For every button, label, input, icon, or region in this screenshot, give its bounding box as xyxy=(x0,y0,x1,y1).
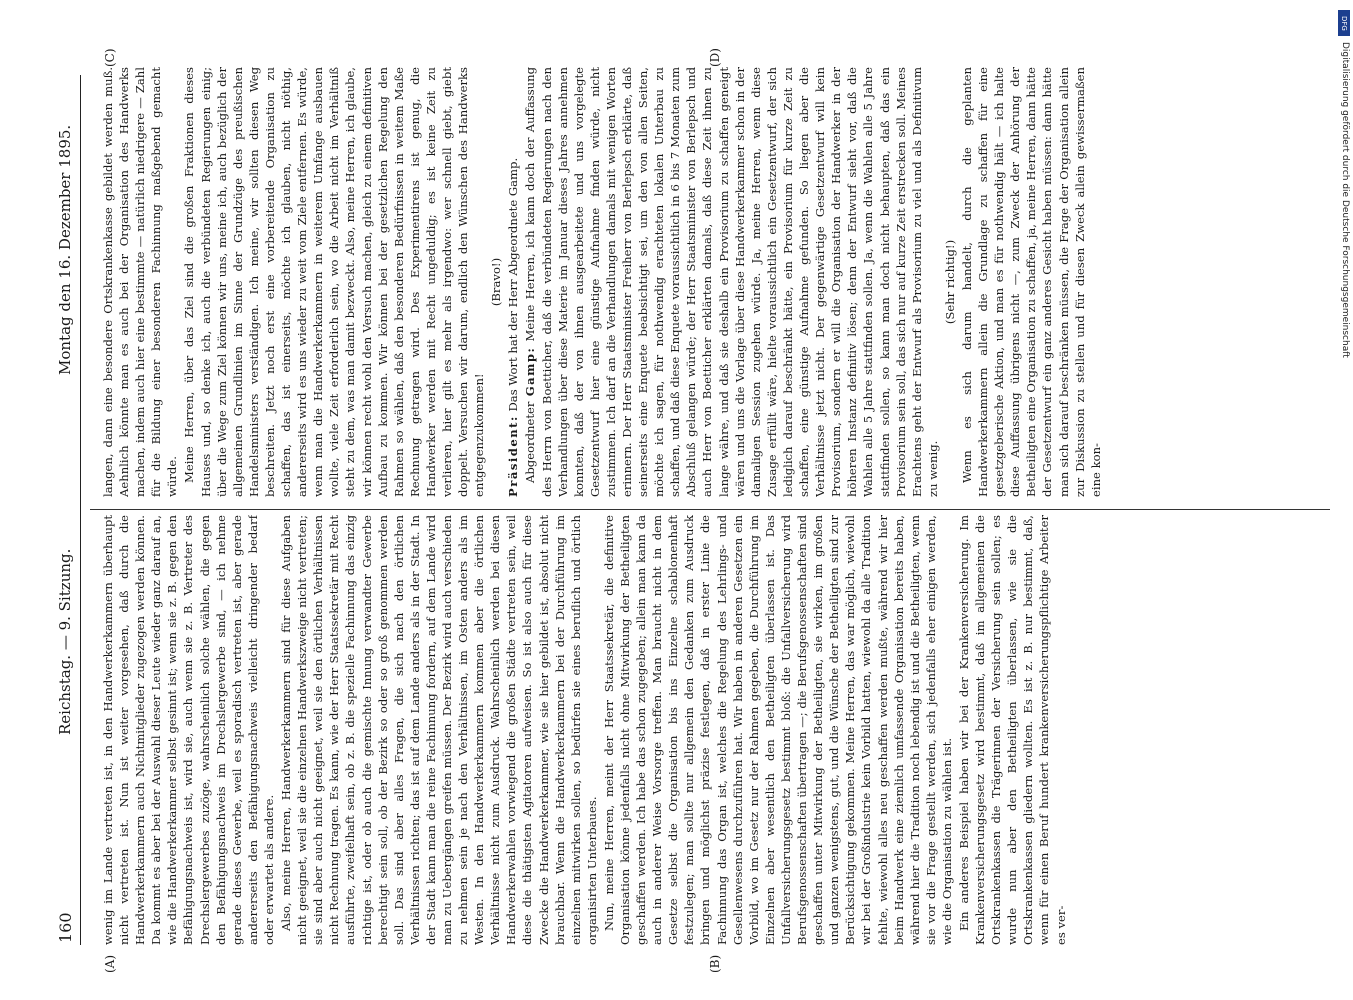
paragraph: Also, meine Herren, Handwerkerkammern sind für diese Aufgaben nicht geeignet, weil sie die einzelnen Handwerkszweige nicht vertreten; sie sind aber auch nicht geeignet, weil sie den örtlichen Verhältnissen nicht Rechnung tragen. Es kann, wie der Herr Staatssekretär mit Recht ausführte, zweifelhaft sein, ob z. B. die spezielle Fachinnung das einzig richtige ist, oder ob auch die gemischte Innung verwandter Gewerbe berechtigt sein soll, ob der Bezirk so oder so groß genommen werden soll. Das sind aber alles Fragen, die sich nach den örtlichen Verhältnissen richten; das ist auf dem Lande anders als in der Stadt. In der Stadt kann man die reine Fachinnung fordern, auf dem Lande wird man zu Uebergängen greifen müssen. Der Bezirk wird auch verschieden zu nehmen sein je nach den Verhältnissen, im Osten anders als im Westen. In den Handwerkerkammern kommen aber die örtlichen Verhältnisse nicht zum Ausdruck. Wahrscheinlich werden bei diesen Handwerkerwahlen vorwiegend die großen Städte vertreten sein, weil diese die thätigsten Agitatoren aufweisen. So ist also auch für diese Zwecke die Handwerkerkammer, wie sie hier gebildet ist, absolut nicht brauchbar. Wenn die Handwerkerkammern bei der Durchführung im einzelnen mitwirken sollen, so bedürfen sie eines beruflich und örtlich organisirten Unterbaues. xyxy=(279,515,599,945)
column-marker-a: (A) xyxy=(103,954,117,973)
page-number: 160 xyxy=(56,912,75,943)
president-statement xyxy=(505,67,521,497)
column-marker-d: (D) xyxy=(708,48,722,67)
digitization-credit: Digitalisierung gefördert durch die Deutsche Forschungsgemeinschaft xyxy=(1340,42,1350,358)
digitization-credit-sidebar xyxy=(1338,10,1352,600)
header-rule xyxy=(80,75,81,945)
rotated-document-page xyxy=(8,45,1348,975)
president-label: Präsident: xyxy=(506,415,521,497)
president-text: Das Wort hat der Herr Abgeordnete Gamp. xyxy=(506,157,521,412)
interjection: (Bravo!) xyxy=(489,257,504,307)
paragraph: langen, dann eine besondere Ortskrankenkasse gebildet werden muß. Aehnlich könnte man es auch bei der Organisation des Handwerks machen, indem auch hier eine bestimmte — natürlich niedrigere — Zahl für die Bildung einer besonderen Fachinnung maßgebend gemacht würde. xyxy=(101,67,180,497)
column-divider xyxy=(90,509,1330,510)
running-head xyxy=(52,45,80,975)
column-marker-b: (B) xyxy=(708,954,722,973)
paragraph: Ein anderes Beispiel haben wir bei der Krankenversicherung. Im Krankenversicherungsgesetz wird bestimmt, daß im allgemeinen die Ortskrankenkassen die Trägerinnen der Versicherung sein sollen; es wurde nun aber den Betheiligten überlassen, wie sie die Ortskrankenkassen gliedern wollten. Es ist z. B. nur bestimmt, daß, wenn für einen Beruf hundert krankenversicherungspflichtige Arbeiter es ver- xyxy=(956,515,1068,945)
session-title: Reichstag. — 9. Sitzung. xyxy=(56,548,74,735)
speaker-paragraph xyxy=(522,67,940,497)
paragraph: wenig im Lande vertreten ist, in den Handwerkerkammern überhaupt nicht vertreten ist. Nun ist weiter vorgesehen, daß durch die Handwerkerkammern auch Nichtmitglieder zugezogen werden können. Da kommt es aber bei der Auswahl dieser Leute wieder ganz darauf an, wie die Handwerkerkammer selbst gesinnt ist; wenn sie z. B. gegen den Befähigungsnachweis ist, wird sie, auch wenn sie z. B. Vertreter des Drechslergewerbes zuzöge, wahrscheinlich solche wählen, die gegen den Befähigungsnachweis im Drechslergewerbe sind, — ich nehme gerade dieses Gewerbe, weil es sporadisch vertreten ist, aber gerade andererseits den Befähigungsnachweis vielleicht dringender bedarf oder erwartet als andere. xyxy=(101,515,276,945)
session-date: Montag den 16. Dezember 1895. xyxy=(56,124,74,375)
speech-text: Meine Herren, ich kann doch der Auffassung des Herrn von Boetticher, daß die verbündeten Regierungen nach den Verhandlungen über diese Materie im Januar dieses Jahres annehmen konnten, daß der von ihnen ausgearbeitete und uns vorgelegte Gesetzentwurf hier eine günstige Aufnahme finden würde, nicht zustimmen. Ich darf an die Verhandlungen damals mit wenigen Worten erinnern. Der Herr Staatsminister Freiherr von Berlepsch erklärte, daß seinerseits eine Enquete beabsichtigt sei, um den von allen Seiten, möchte ich sagen, für nothwendig erachteten lokalen Unterbau zu schaffen, und daß diese Enquete voraussichtlich in 6 bis 7 Monaten zum Abschluß gelangen würde; der Herr Staatsminister von Berlepsch und auch Herr von Boetticher erklärten damals, daß diese Zeit ihnen zu lange währe, und daß sie deshalb ein Provisorium zu schaffen geneigt wären und uns die Vorlage über diese Handwerkerkammer schon in der damaligen Session zugehen würde. Ja, meine Herren, wenn diese Zusage erfüllt wäre, hielte voraussichtlich ein Gesetzentwurf, der sich lediglich darauf beschränkt hätte, ein Provisorium für kurze Zeit zu schaffen, eine günstige Aufnahme gefunden. So liegen aber die Verhältnisse jetzt nicht. Der gegenwärtige Gesetzentwurf will kein Provisorium, sondern er will die Organisation der Handwerker in der höheren Instanz definitiv lösen; denn der Entwurf sieht vor, daß die Wahlen alle 5 Jahre stattfinden sollen. Ja, wenn die Wahlen alle 5 Jahre stattfinden sollen, so kann man doch nicht behaupten, daß das ein Provisorium sein soll, das sich nur auf kurze Zeit erstrecken soll. Meines Erachtens geht der Entwurf als Provisorium zu viel und als Definitivum zu wenig. xyxy=(523,67,940,497)
paragraph: Nun, meine Herren, meint der Herr Staatssekretär, die definitive Organisation könne jedenfalls nicht ohne Mitwirkung der Betheiligten geschaffen werden. Ich habe das schon zugegeben; allein man kann da auch in anderer Weise Vorsorge treffen. Man braucht nicht in dem Gesetze selbst die Organisation bis ins Einzelne schablonenhaft festzulegen; man sollte nur allgemein den Gedanken zum Ausdruck bringen und möglichst präzise festlegen, daß in erster Linie die Fachinnung das Organ ist, welches die Regelung des Lehrlings- und Gesellenwesens durchzuführen hat. Wir haben in anderen Gesetzen ein Vorbild, wo im Gesetz nur der Rahmen gegeben, die Durchführung im Einzelnen aber wesentlich den Betheiligten überlassen ist. Das Unfallversicherungsgesetz bestimmt bloß: die Unfallversicherung wird Berufsgenossenschaften übertragen —; die Berufsgenossenschaften sind geschaffen unter Mitwirkung der Betheiligten, sie wirken, im großen und ganzen wenigstens, gut, und die Wünsche der Betheiligten sind zur Berücksichtigung gekommen. Meine Herren, das war möglich, wiewohl wir bei der Großindustrie kein Vorbild hatten, wiewohl da alle Tradition fehlte, wiewohl alles neu geschaffen werden mußte, während wir hier beim Handwerk eine ziemlich umfassende Organisation bereits haben, während hier die Tradition noch lebendig ist und die Betheiligten, wenn sie vor die Frage gestellt werden, sich jedenfalls eher einigen werden, wie die Organisation zu wählen ist. xyxy=(601,515,954,945)
column-marker-c: (C) xyxy=(103,48,117,67)
paragraph: Meine Herren, über das Ziel sind die großen Fraktionen dieses Hauses und, so denke ich, auch die verbündeten Regierungen einig; über die Wege zum Ziel können wir uns, meine ich, auch bezüglich der allgemeinen Grundlinien im Sinne der Grundzüge des preußischen Handelsministers verständigen. Ich meine, wir sollten diesen Weg beschreiten. Jetzt noch erst eine vorbereitende Organisation zu schaffen, das ist einerseits, möchte ich glauben, nicht nöthig, andererseits wird es uns wieder zu weit vom Ziele entfernen. Es würde, wenn man die Handwerkerkammern in weiterem Umfange ausbauen wollte, viele Zeit erforderlich sein, wo die Arbeit nicht im Verhältniß steht zu dem, was man damit bezweckt. Also, meine Herren, ich glaube, wir können recht wohl den Versuch machen, gleich zu einem definitiven Aufbau zu kommen. Wir können bei der gesetzlichen Regelung den Rahmen so wählen, daß den besonderen Bedürfnissen in weitem Maße Rechnung getragen wird. Des Experimentirens ist genug, die Handwerker werden mit Recht ungeduldig; es ist keine Zeit zu verlieren, hier gilt es mehr als irgendwo: wer schnell giebt, giebt doppelt. Versuchen wir darum, endlich den Wünschen des Handwerks entgegenzukommen! xyxy=(182,67,487,497)
left-text-column xyxy=(100,515,1325,945)
right-text-column xyxy=(100,67,1325,497)
interjection: (Sehr richtig!) xyxy=(942,239,957,325)
speaker-intro: Abgeordneter xyxy=(523,401,538,483)
dfg-logo: DFG xyxy=(1338,10,1350,36)
paragraph: Wenn es sich darum handelt, durch die geplanten Handwerkerkammern allein die Grundlage zu schaffen für eine gesetzgeberische Aktion, und man es für nothwendig hält — ich halte diese Auffassung übrigens nicht —, zum Zweck der Anhörung der Betheiligten eine Organisation zu schaffen, ja, meine Herren, dann hätte der Gesetzentwurf ein ganz anderes Gesicht haben müssen: dann hätte man sich darauf beschränken müssen, die Frage der Organisation allein zur Diskussion zu stellen und für diesen Zweck allein gewissermaßen eine kon- xyxy=(959,67,1103,497)
speaker-name: Gamp: xyxy=(523,346,538,397)
